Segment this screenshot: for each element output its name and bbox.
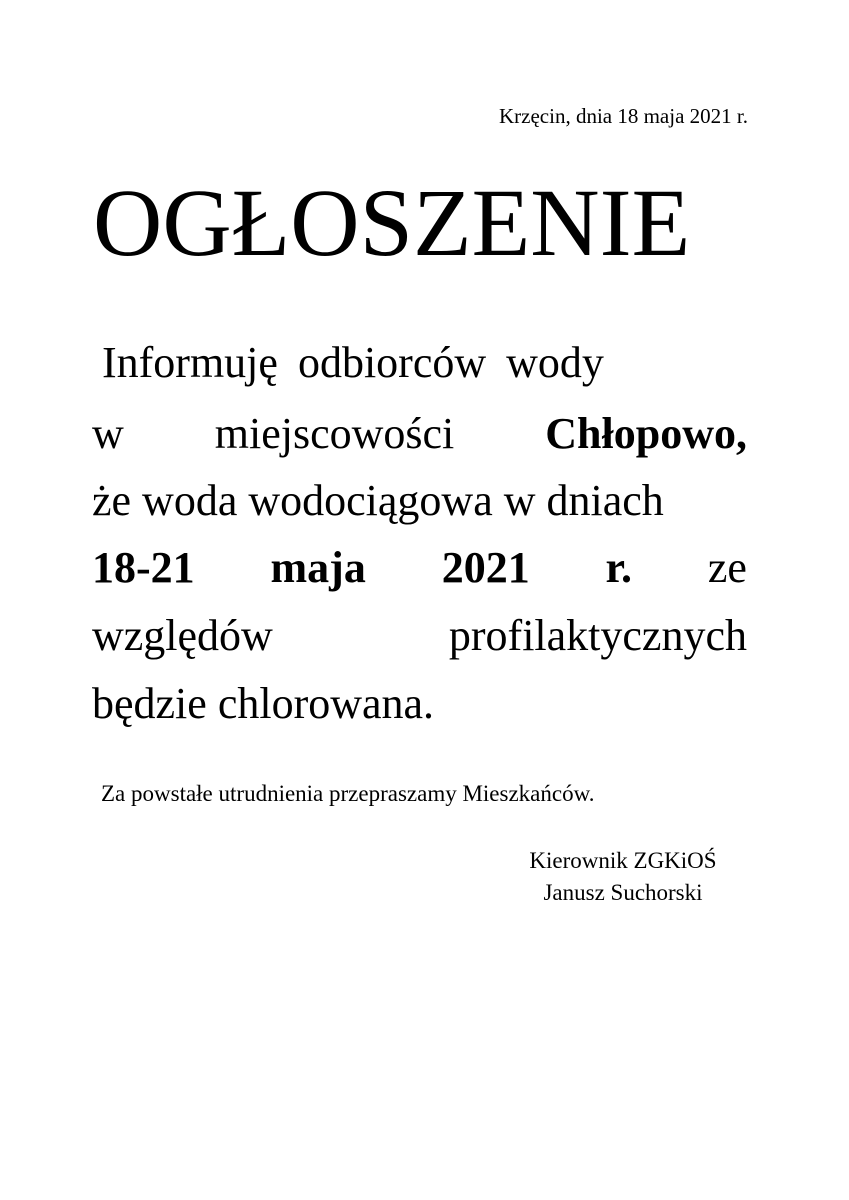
date-year: 2021 bbox=[441, 543, 530, 592]
body-line-5 bbox=[92, 610, 747, 662]
body-line-2 bbox=[92, 408, 747, 460]
body-word: ze bbox=[707, 543, 747, 592]
date-range: 18-21 bbox=[92, 543, 195, 592]
village-name: Chłopowo, bbox=[545, 409, 747, 458]
body-word: odbiorców bbox=[297, 338, 487, 387]
date-month: maja bbox=[270, 543, 366, 592]
body-word: wody bbox=[506, 338, 604, 387]
body-word: Informuję bbox=[102, 338, 278, 387]
signature-block bbox=[505, 845, 741, 909]
body-word: w bbox=[92, 409, 124, 458]
body-line-4 bbox=[92, 542, 747, 594]
date-suffix: r. bbox=[605, 543, 633, 592]
body-word: miejscowości bbox=[214, 409, 455, 458]
signature-name: Janusz Suchorski bbox=[543, 880, 703, 905]
body-line-1 bbox=[102, 337, 624, 389]
body-line-3: że woda wodociągowa w dniach bbox=[92, 476, 664, 525]
page-title: OGŁOSZENIE bbox=[93, 169, 691, 276]
body-word: względów bbox=[92, 611, 273, 660]
body-line-6: będzie chlorowana. bbox=[92, 679, 435, 728]
place-and-date: Krzęcin, dnia 18 maja 2021 r. bbox=[498, 104, 748, 128]
apology-note: Za powstałe utrudnienia przepraszamy Mieszkańców. bbox=[101, 781, 595, 806]
body-word: profilaktycznych bbox=[448, 611, 747, 660]
signature-role: Kierownik ZGKiOŚ bbox=[529, 848, 717, 873]
